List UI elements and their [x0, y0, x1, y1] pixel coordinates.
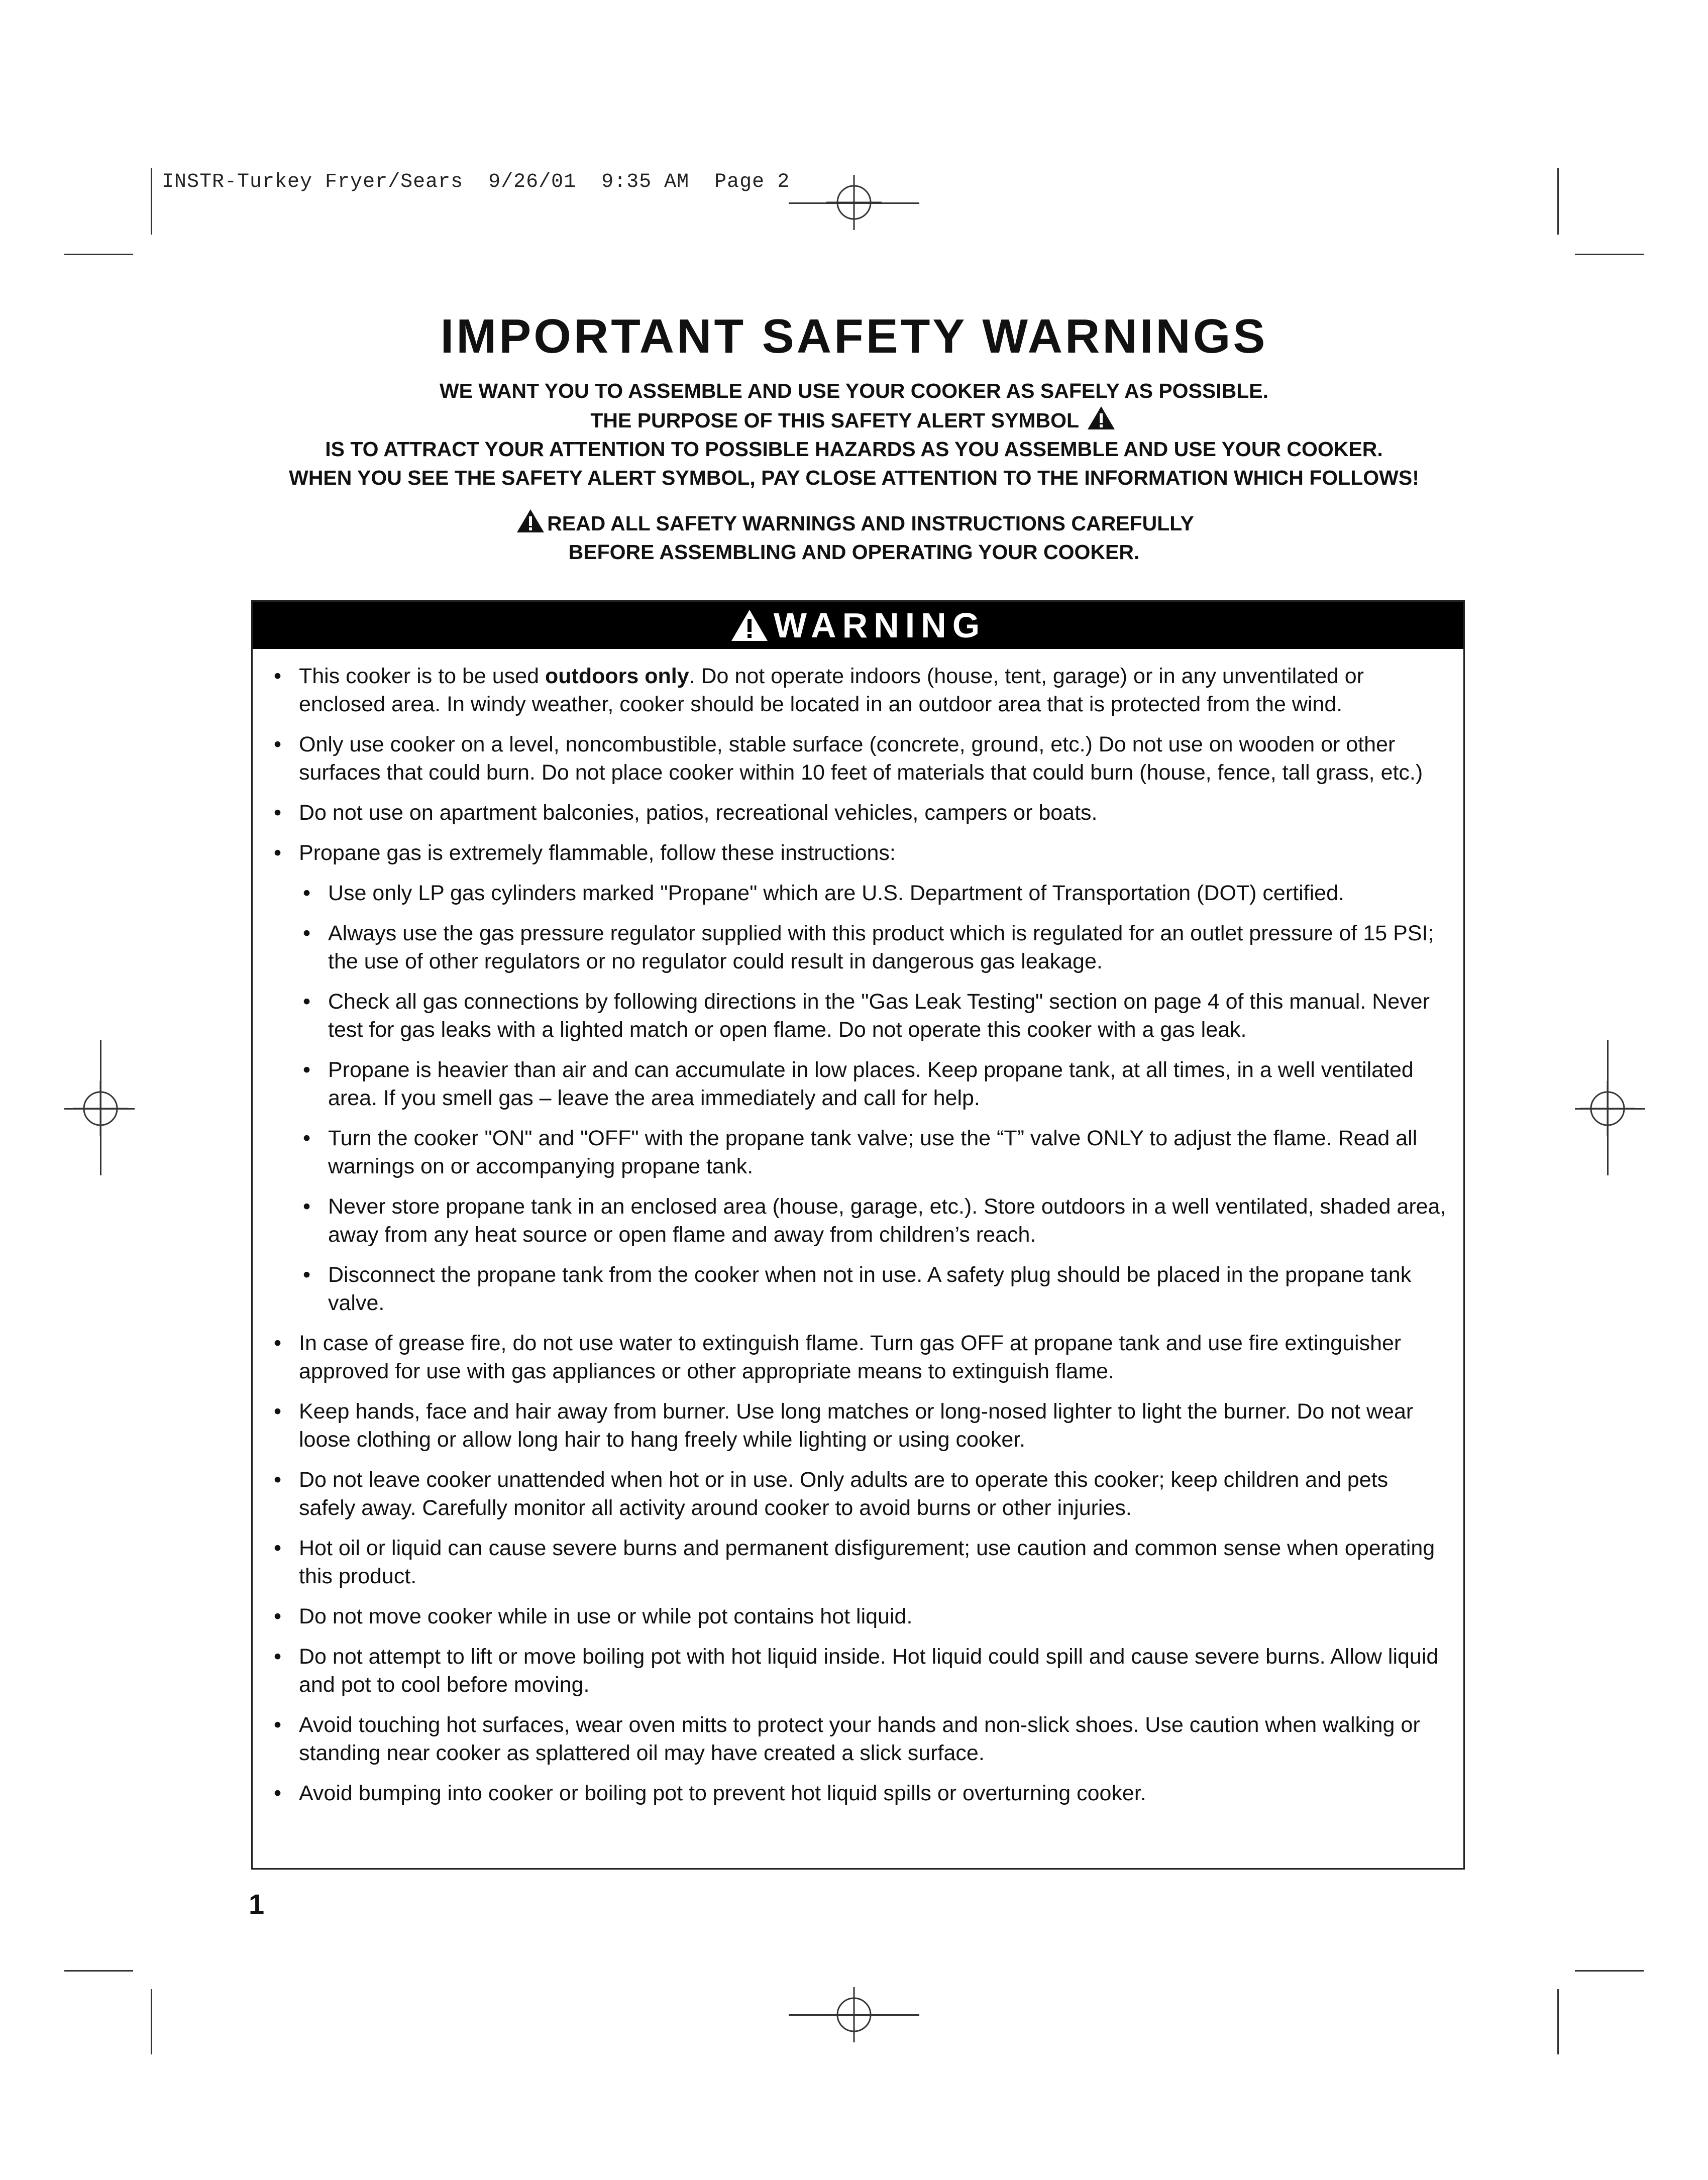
- bullet: •: [274, 1536, 282, 1560]
- warning-text: Propane is heavier than air and can accumulate in low places. Keep propane tank, at all times, in a well ventilated area. If you smell gas – leave the area immediately and call for help.: [328, 1058, 1414, 1110]
- page-title: IMPORTANT SAFETY WARNINGS: [440, 309, 1268, 363]
- intro-line: WE WANT YOU TO ASSEMBLE AND USE YOUR COOKER AS SAFELY AS POSSIBLE.: [439, 379, 1269, 402]
- warning-item: [253, 1602, 1463, 1630]
- warning-text: Always use the gas pressure regulator supplied with this product which is regulated for an outlet pressure of 15 PSI; the use of other regulators or no regulator could result in dangerous gas leakage.: [328, 921, 1434, 973]
- read-line-text: READ ALL SAFETY WARNINGS AND INSTRUCTIONS CAREFULLY: [547, 512, 1194, 535]
- warning-text: Do not attempt to lift or move boiling pot with hot liquid inside. Hot liquid could spill and cause severe burns. Allow liquid and pot to cool before moving.: [299, 1645, 1439, 1697]
- registration-mark-icon: [1580, 1081, 1635, 1136]
- bullet: •: [303, 990, 311, 1014]
- intro-line-text: THE PURPOSE OF THIS SAFETY ALERT SYMBOL: [590, 409, 1079, 432]
- warning-text: Only use cooker on a level, noncombustible, stable surface (concrete, ground, etc.) Do not use on wooden or other surfaces that could burn. Do not place cooker within 10 feet of materials that could burn (house, fence, tall grass, etc.): [299, 732, 1423, 785]
- warning-subitem: [253, 919, 1463, 975]
- warning-text: . Do not operate indoors (house, tent, garage) or in any unventilated or enclosed area. In windy weather, cooker should be located in an outdoor area that is protected from the wind.: [299, 664, 1364, 716]
- bullet: •: [274, 1604, 282, 1628]
- warning-item: [253, 839, 1463, 867]
- registration-mark-icon: [826, 1987, 882, 2042]
- intro-line: WHEN YOU SEE THE SAFETY ALERT SYMBOL, PAY CLOSE ATTENTION TO THE INFORMATION WHICH FOLLOWS!: [289, 466, 1419, 489]
- intro-line-with-symbol: [0, 405, 1708, 435]
- crop-mark: [64, 254, 133, 255]
- bullet: •: [303, 1263, 311, 1287]
- bullet: •: [274, 841, 282, 865]
- warning-item: [253, 1466, 1463, 1522]
- safety-alert-triangle-icon: [730, 609, 769, 642]
- warning-item: [253, 1534, 1463, 1590]
- bullet: •: [274, 1331, 282, 1355]
- bullet: •: [274, 1468, 282, 1492]
- warning-text: This cooker is to be used: [299, 664, 545, 688]
- warning-text: Never store propane tank in an enclosed area (house, garage, etc.). Store outdoors in a well ventilated, shaded area, away from any heat source or open flame and away from children’s reach.: [328, 1194, 1446, 1247]
- warning-item: [253, 799, 1463, 827]
- bullet: •: [274, 732, 282, 756]
- warning-text: Use only LP gas cylinders marked "Propane" which are U.S. Department of Transportation (DOT) certified.: [328, 881, 1344, 905]
- bullet: •: [274, 664, 282, 688]
- warning-subitem: [253, 1056, 1463, 1112]
- crop-mark: [1557, 168, 1559, 235]
- warning-subitem: [253, 1192, 1463, 1249]
- warning-item: [253, 662, 1463, 718]
- warning-list: [253, 662, 1463, 1819]
- warning-item: [253, 730, 1463, 787]
- warning-item: [253, 1329, 1463, 1385]
- warning-subitem: [253, 879, 1463, 907]
- bullet: •: [303, 1194, 311, 1219]
- warning-item: [253, 1643, 1463, 1699]
- page-number: 1: [249, 1888, 265, 1920]
- read-line-with-symbol: [0, 508, 1708, 538]
- warning-text: Do not move cooker while in use or while pot contains hot liquid.: [299, 1604, 913, 1628]
- read-instructions-block: [0, 508, 1708, 567]
- warning-text: Propane gas is extremely flammable, follow these instructions:: [299, 841, 896, 865]
- warning-emphasis: outdoors only: [545, 664, 689, 688]
- read-line: BEFORE ASSEMBLING AND OPERATING YOUR COOKER.: [568, 540, 1140, 564]
- crop-mark: [151, 1989, 152, 2054]
- bullet: •: [303, 1058, 311, 1082]
- warning-text: Do not use on apartment balconies, patios, recreational vehicles, campers or boats.: [299, 801, 1098, 825]
- bullet: •: [274, 801, 282, 825]
- registration-mark-icon: [826, 175, 882, 230]
- bullet: •: [303, 1126, 311, 1150]
- warning-item: [253, 1711, 1463, 1767]
- print-slug: INSTR-Turkey Fryer/Sears 9/26/01 9:35 AM Page 2: [162, 171, 790, 193]
- warning-subitem: [253, 1124, 1463, 1180]
- warning-text: Check all gas connections by following directions in the "Gas Leak Testing" section on page 4 of this manual. Never test for gas leaks with a lighted match or open flame. Do not operate this cooker with a gas leak.: [328, 990, 1430, 1042]
- crop-mark: [1575, 254, 1644, 255]
- warning-text: Avoid touching hot surfaces, wear oven mitts to protect your hands and non-slick shoes. Use caution when walking or standing near cooker as splattered oil may have created a slick surface.: [299, 1713, 1420, 1765]
- intro-block: [0, 377, 1708, 492]
- warning-text: Avoid bumping into cooker or boiling pot to prevent hot liquid spills or overturning cooker.: [299, 1781, 1146, 1805]
- crop-mark: [64, 1970, 133, 1972]
- warning-text: Keep hands, face and hair away from burner. Use long matches or long-nosed lighter to light the burner. Do not wear loose clothing or allow long hair to hang freely while lighting or using cooker.: [299, 1399, 1414, 1452]
- warning-text: Disconnect the propane tank from the cooker when not in use. A safety plug should be placed in the propane tank valve.: [328, 1263, 1412, 1315]
- intro-line: IS TO ATTRACT YOUR ATTENTION TO POSSIBLE HAZARDS AS YOU ASSEMBLE AND USE YOUR COOKER.: [325, 438, 1383, 461]
- warning-text: Do not leave cooker unattended when hot or in use. Only adults are to operate this cooker; keep children and pets safely away. Carefully monitor all activity around cooker to avoid burns or other injuries.: [299, 1468, 1389, 1520]
- warning-header: [253, 602, 1463, 649]
- bullet: •: [303, 921, 311, 945]
- bullet: •: [274, 1713, 282, 1737]
- crop-mark: [1575, 1970, 1644, 1972]
- warning-item: [253, 1397, 1463, 1454]
- registration-mark-icon: [73, 1081, 128, 1136]
- crop-mark: [1557, 1989, 1559, 2054]
- warning-text: Turn the cooker "ON" and "OFF" with the propane tank valve; use the “T” valve ONLY to adjust the flame. Read all warnings on or accompanying propane tank.: [328, 1126, 1418, 1178]
- bullet: •: [274, 1645, 282, 1669]
- bullet: •: [274, 1781, 282, 1805]
- crop-mark: [151, 168, 152, 235]
- warning-item: [253, 1779, 1463, 1807]
- warning-box: [251, 600, 1465, 1870]
- warning-text: In case of grease fire, do not use water to extinguish flame. Turn gas OFF at propane tank and use fire extinguisher approved for use with gas appliances or other appropriate means to extinguish flame.: [299, 1331, 1402, 1383]
- safety-alert-triangle-icon: [516, 508, 545, 533]
- warning-subitem: [253, 988, 1463, 1044]
- bullet: •: [303, 881, 311, 905]
- safety-alert-triangle-icon: [1087, 405, 1116, 430]
- warning-subitem: [253, 1261, 1463, 1317]
- warning-header-text: WARNING: [773, 606, 986, 645]
- bullet: •: [274, 1399, 282, 1424]
- warning-text: Hot oil or liquid can cause severe burns and permanent disfigurement; use caution and common sense when operating this product.: [299, 1536, 1435, 1588]
